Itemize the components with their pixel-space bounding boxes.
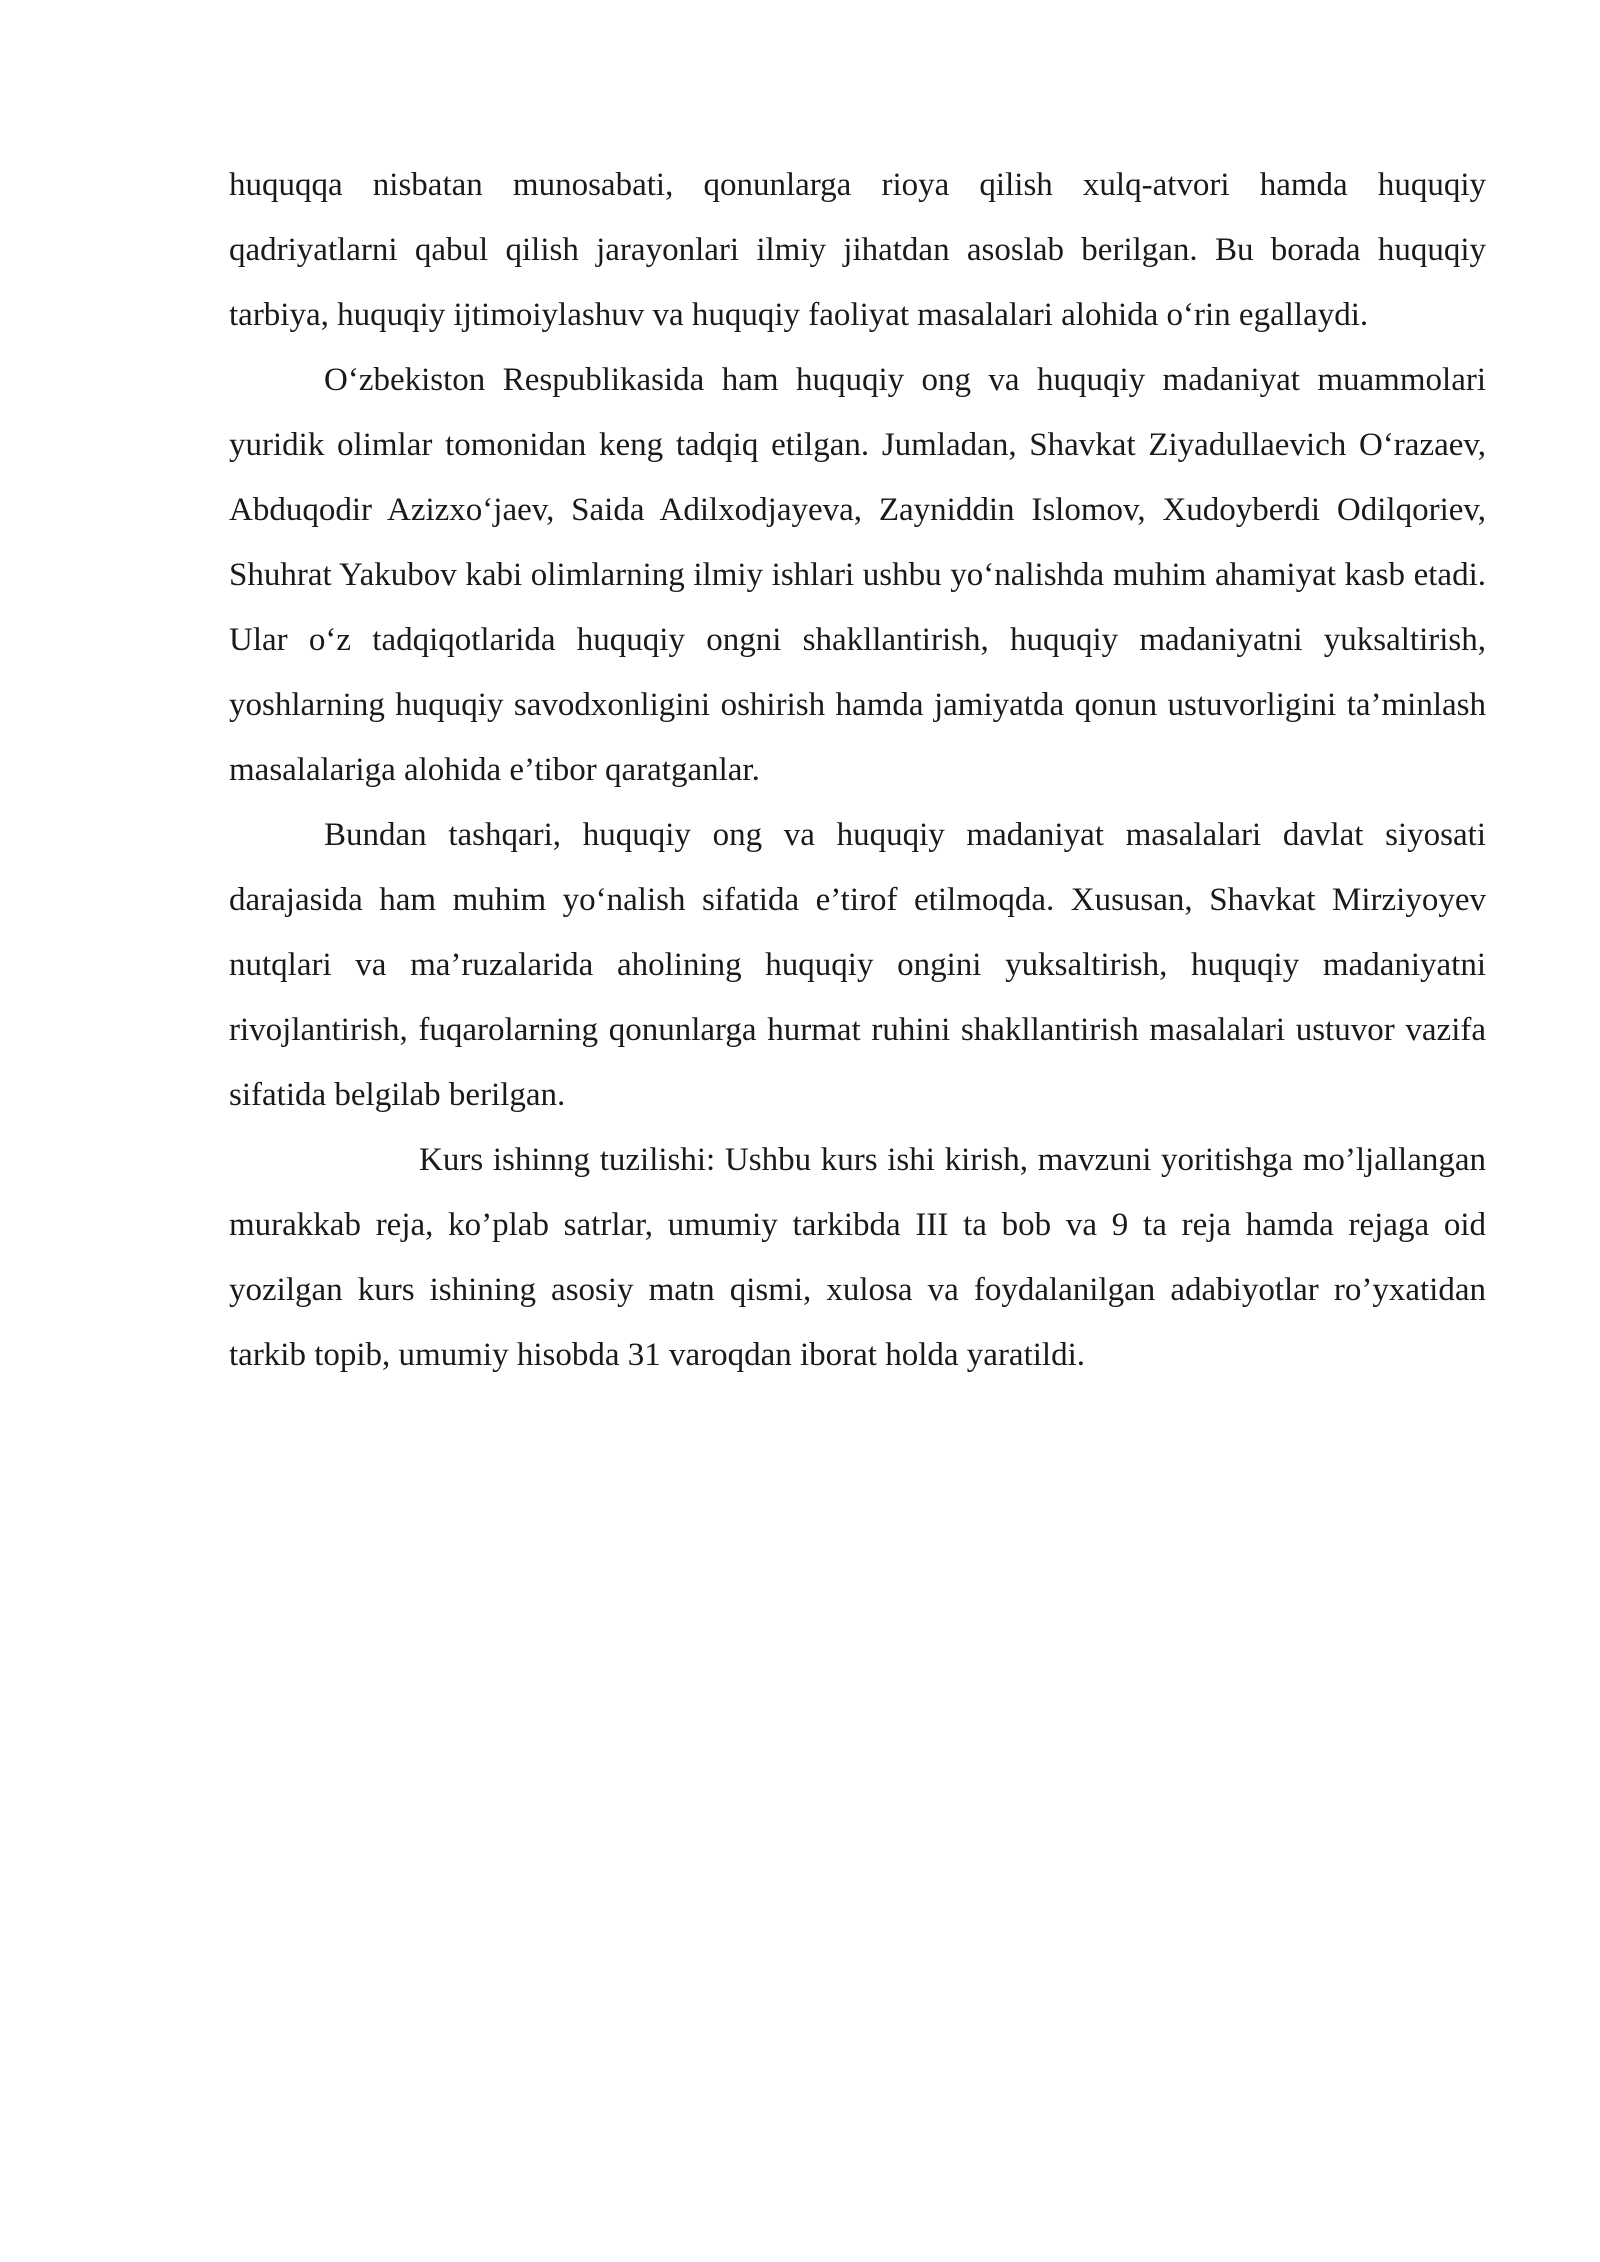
- paragraph-continuation: huquqqa nisbatan munosabati, qonunlarga rioya qilish xulq-atvori hamda huquqiy qadriyatlarni qabul qilish jarayonlari ilmiy jihatdan asoslab berilgan. Bu borada huquqiy tarbiya, huquqiy ijtimoiylashuv va huquqiy faoliyat masalalari alohida o‘rin egallaydi.: [229, 167, 1486, 333]
- paragraph-course-structure: Kurs ishinng tuzilishi: Ushbu kurs ishi kirish, mavzuni yoritishga mo’ljallangan murakkab reja, ko’plab satrlar, umumiy tarkibda III ta bob va 9 ta reja hamda rejaga oid yozilgan kurs ishining asosiy matn qismi, xulosa va foydalanilgan adabiyotlar ro’yxatidan tarkib topib, umumiy hisobda 31 varoqdan iborat holda yaratildi.: [229, 1142, 1486, 1373]
- document-body: [229, 153, 1486, 1388]
- paragraph-state-policy: Bundan tashqari, huquqiy ong va huquqiy madaniyat masalalari davlat siyosati darajasida ham muhim yo‘nalish sifatida e’tirof etilmoqda. Xususan, Shavkat Mirziyoyev nutqlari va ma’ruzalarida aholining huquqiy ongini yuksaltirish, huquqiy madaniyatni rivojlantirish, fuqarolarning qonunlarga hurmat ruhini shakllantirish masalalari ustuvor vazifa sifatida belgilab berilgan.: [229, 817, 1486, 1113]
- paragraph-uzbek-scholars: O‘zbekiston Respublikasida ham huquqiy ong va huquqiy madaniyat muammolari yuridik olimlar tomonidan keng tadqiq etilgan. Jumladan, Shavkat Ziyadullaevich O‘razaev, Abduqodir Azizxo‘jaev, Saida Adilxodjayeva, Zayniddin Islomov, Xudoyberdi Odilqoriev, Shuhrat Yakubov kabi olimlarning ilmiy ishlari ushbu yo‘nalishda muhim ahamiyat kasb etadi. Ular o‘z tadqiqotlarida huquqiy ongni shakllantirish, huquqiy madaniyatni yuksaltirish, yoshlarning huquqiy savodxonligini oshirish hamda jamiyatda qonun ustuvorligini ta’minlash masalalariga alohida e’tibor qaratganlar.: [229, 362, 1486, 788]
